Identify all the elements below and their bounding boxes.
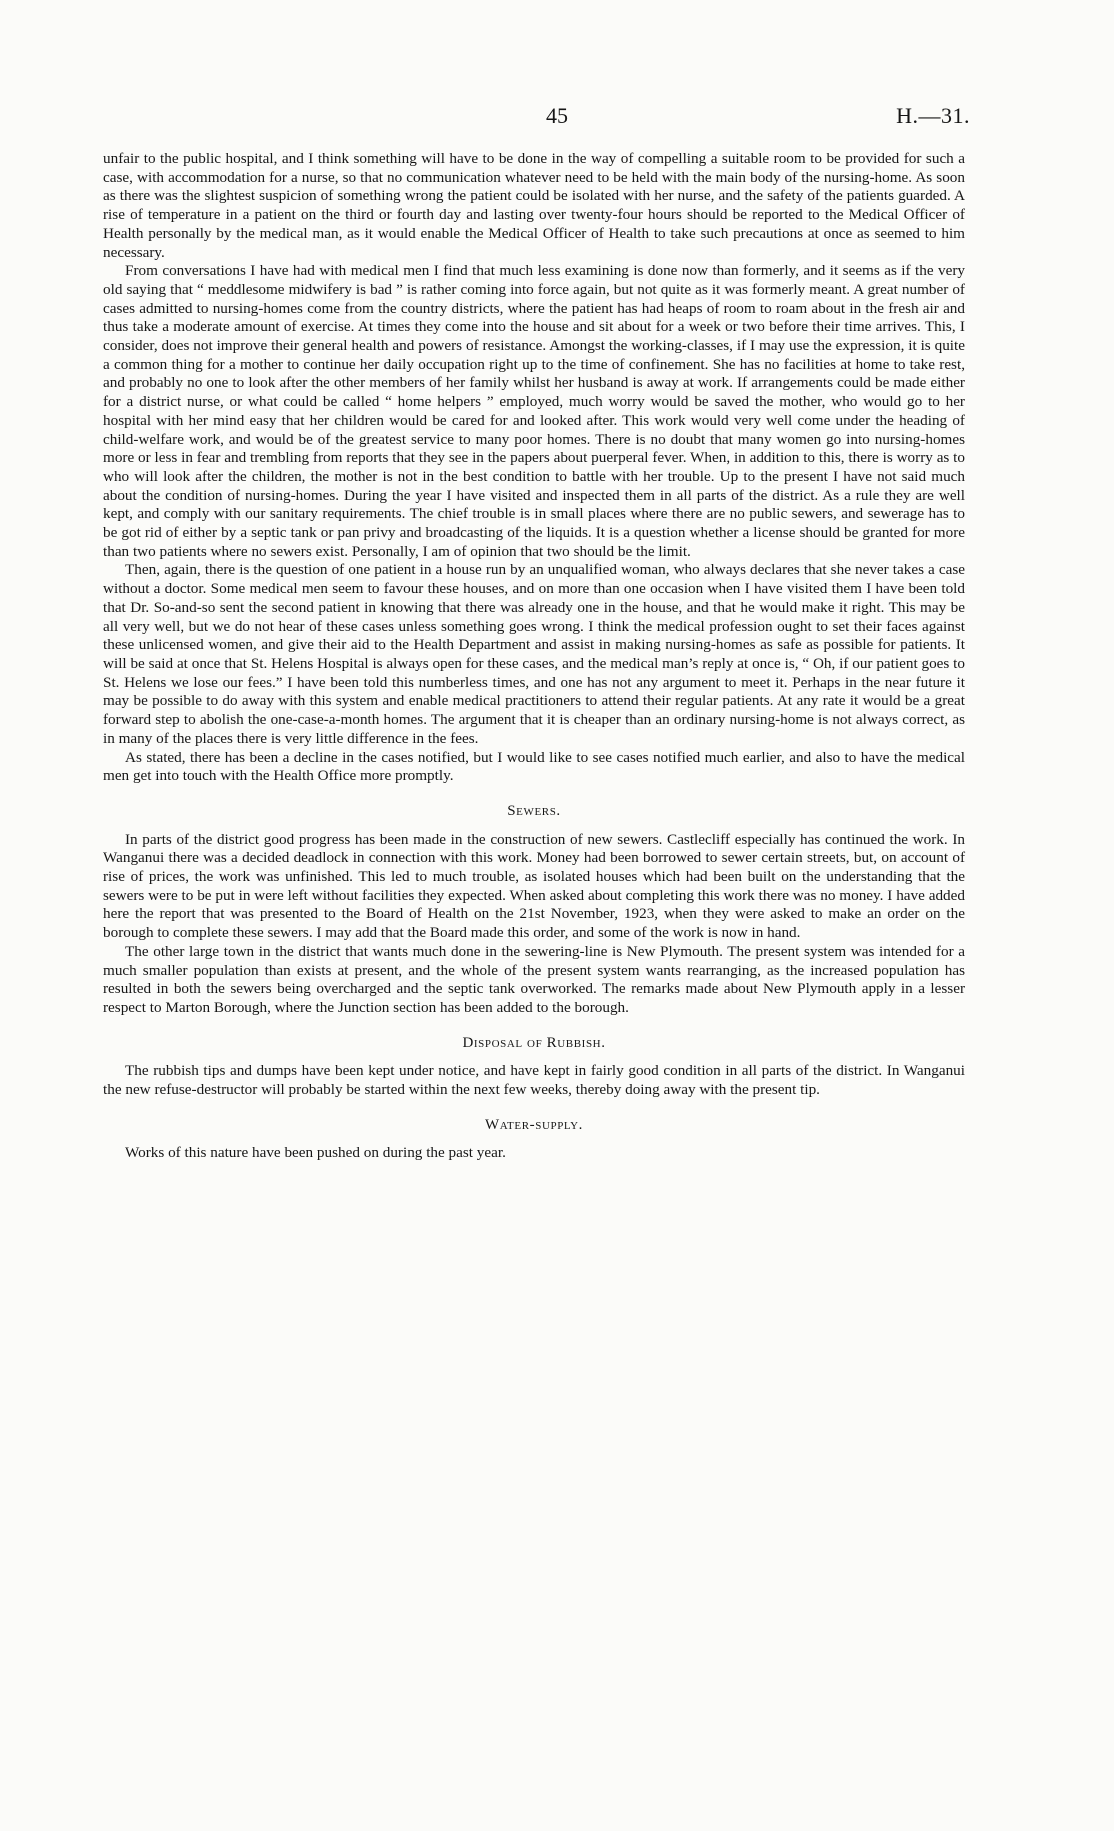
paragraph: From conversations I have had with medical men I find that much less examining is done now than formerly, and it seems as if the very old saying that “ meddlesome midwifery is bad ” is rather coming into force again, but not quite as it was formerly meant. A great number of cases admitted to nursing-homes come from the country districts, where the patient has had heaps of room to roam about in the fresh air and thus take a moderate amount of exercise. At times they come into the house and sit about for a week or two before their time arrives. This, I consider, does not improve their general health and powers of resistance. Amongst the working-classes, if I may use the expression, it is quite a common thing for a mother to continue her daily occupation right up to the time of confinement. She has no facilities at home to take rest, and probably no one to look after the other members of her family whilst her husband is away at work. If arrangements could be made either for a district nurse, or what could be called “ home helpers ” employed, much worry would be saved the mother, who would go to her hospital with her mind easy that her children would be cared for and looked after. This work would very well come under the heading of child-welfare work, and would be of the greatest service to many poor homes. There is no doubt that many women go into nursing-homes more or less in fear and trembling from reports that they see in the papers about puerperal fever. When, in addition to this, there is worry as to who will look after the children, the mother is not in the best condition to battle with her trouble. Up to the present I have not said much about the condition of nursing-homes. During the year I have visited and inspected them in all parts of the district. As a rule they are well kept, and comply with our sanitary requirements. The chief trouble is in small places where there are no public sewers, and sewerage has to be got rid of either by a septic tank or pan privy and broadcasting of the liquids. It is a question whether a license should be granted for more than two patients where no sewers exist. Personally, I am of opinion that two should be the limit. (103, 262, 965, 560)
paragraph: unfair to the public hospital, and I think something will have to be done in the way of compelling a suitable room to be provided for such a case, with accommodation for a nurse, so that no communication whatever need to be held with the main body of the nursing-home. As soon as there was the slightest suspicion of something wrong the patient could be isolated with her nurse, and the safety of the patients guarded. A rise of temperature in a patient on the third or fourth day and lasting over twenty-four hours should be reported to the Medical Officer of Health personally by the medical man, as it would enable the Medical Officer of Health to take such precautions at once as seemed to him necessary. (103, 150, 965, 261)
paragraph: The other large town in the district that wants much done in the sewering-line is New Plymouth. The present system was intended for a much smaller population than exists at present, and the whole of the present system wants rearranging, as the increased population has resulted in both the sewers being overcharged and the septic tank overworked. The remarks made about New Plymouth apply in a lesser respect to Marton Borough, where the Junction section has been added to the borough. (103, 942, 965, 1016)
document-reference: H.—31. (896, 103, 970, 128)
paragraph: As stated, there has been a decline in the cases notified, but I would like to see cases notified much earlier, and also to have the medical men get into touch with the Health Office more promptly. (103, 748, 965, 785)
paragraph: Works of this nature have been pushed on during the past year. (125, 1144, 506, 1162)
paragraph: The rubbish tips and dumps have been kept under notice, and have kept in fairly good condition in all parts of the district. In Wanganui the new refuse-destructor will probably be started within the next few weeks, thereby doing away with the present tip. (103, 1062, 965, 1099)
page-number: 45 (546, 103, 568, 128)
section-heading-water-supply: Water-supply. (484, 1116, 584, 1133)
paragraph: In parts of the district good progress has been made in the construction of new sewers. Castlecliff especially has continued the work. In Wanganui there was a decided deadlock in connection with this work. Money had been borrowed to sewer certain streets, but, on account of rise of prices, the work was unfinished. This led to much trouble, as isolated houses which had been built on the understanding that the sewers were to be put in were left without facilities they expected. When asked about completing this work there was no money. I have added here the report that was presented to the Board of Health on the 21st November, 1923, when they were asked to make an order on the borough to complete these sewers. I may add that the Board made this order, and some of the work is now in hand. (103, 830, 965, 942)
paragraph: Then, again, there is the question of one patient in a house run by an unqualified woman, who always declares that she never takes a case without a doctor. Some medical men seem to favour these houses, and on more than one occasion when I have visited them I have been told that Dr. So-and-so sent the second patient in knowing that there was already one in the house, and that he would make it right. This may be all very well, but we do not hear of these cases unless something goes wrong. I think the medical profession ought to set their faces against these unlicensed women, and give their aid to the Health Department and assist in making nursing-homes as safe as possible for patients. It will be said at once that St. Helens Hospital is always open for these cases, and the medical man’s reply at once is, “ Oh, if our patient goes to St. Helens we lose our fees.” I have been told this numberless times, and one has not any argument to meet it. Perhaps in the near future it may be possible to do away with this system and enable medical practitioners to attend their regular patients. At any rate it would be a great forward step to abolish the one-case-a-month homes. The argument that it is cheaper than an ordinary nursing-home is not always correct, as in many of the places there is very little difference in the fees. (103, 561, 965, 747)
section-heading-rubbish: Disposal of Rubbish. (462, 1034, 606, 1051)
document-body (103, 150, 965, 1163)
section-heading-sewers: Sewers. (507, 802, 561, 819)
